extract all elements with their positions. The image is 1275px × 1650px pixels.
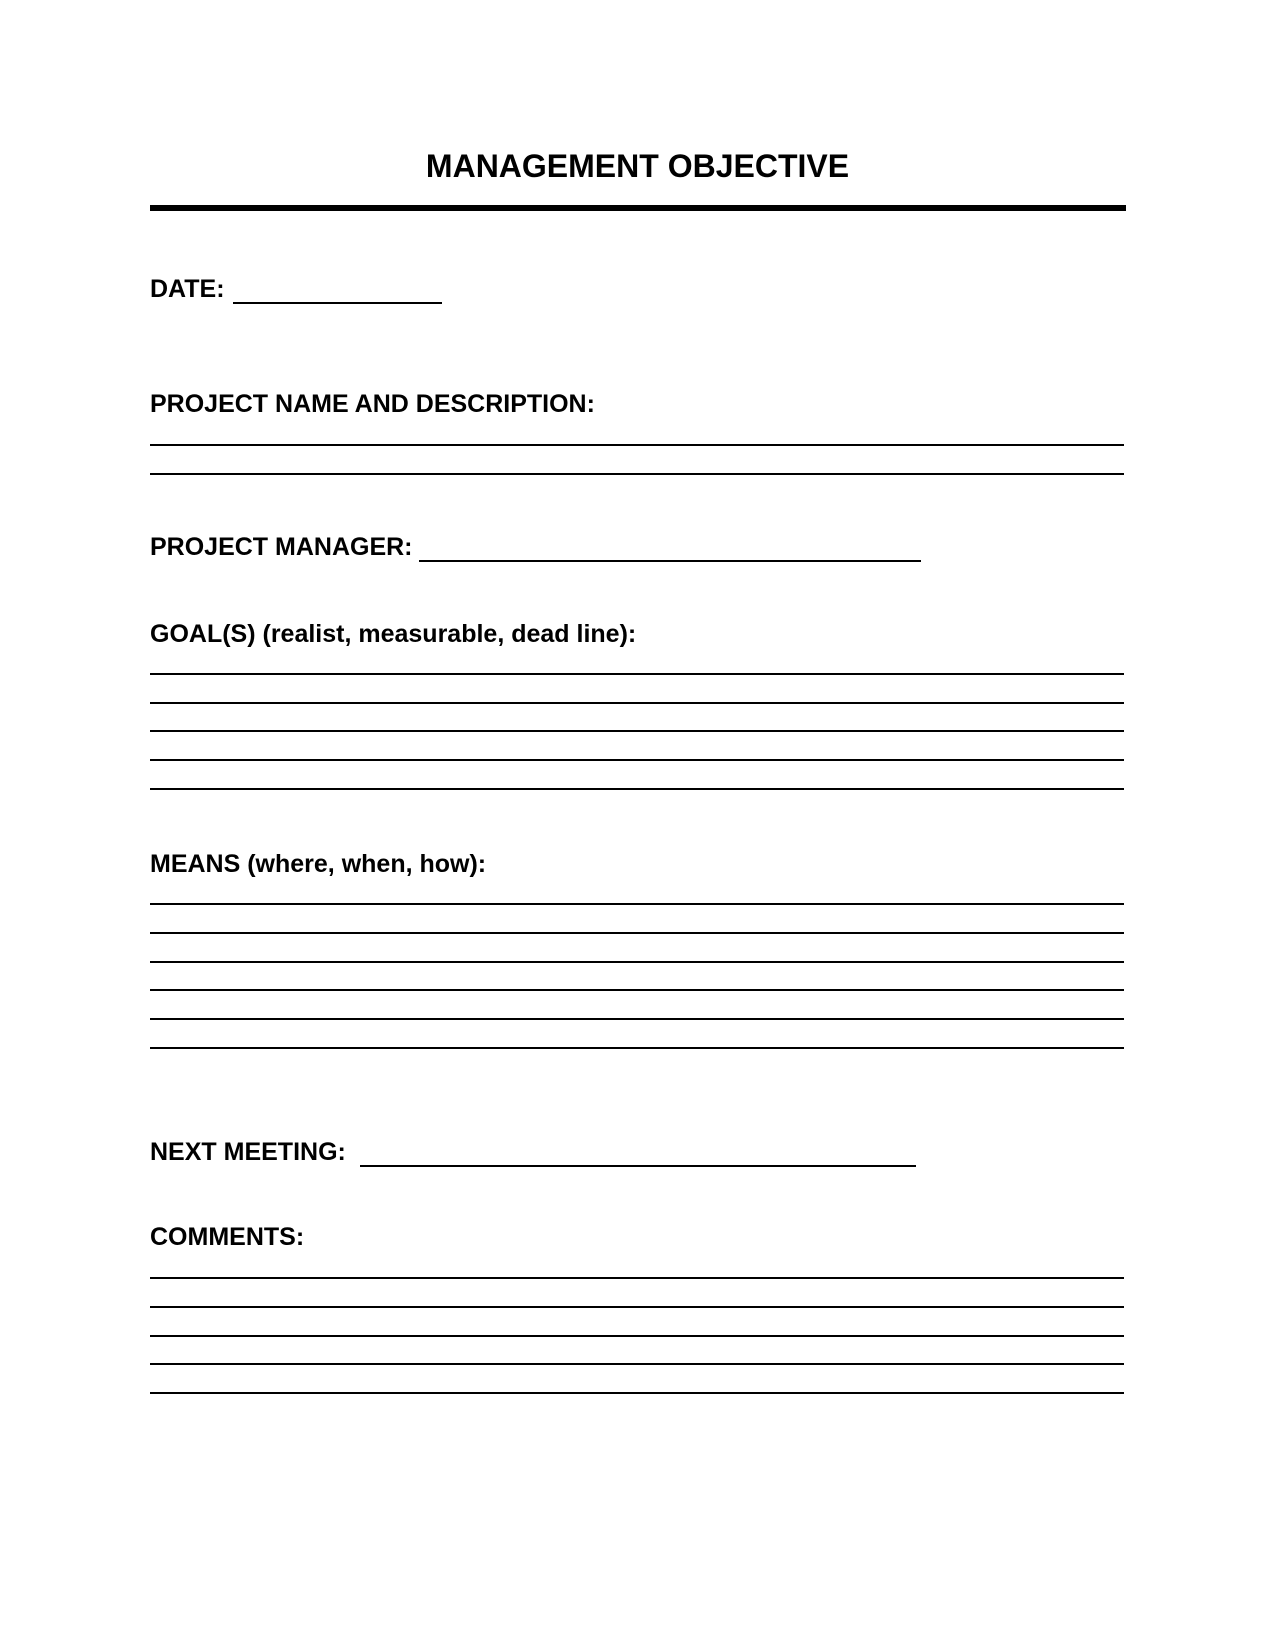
next-meeting-label: NEXT MEETING: (150, 1138, 346, 1166)
project-name-label: PROJECT NAME AND DESCRIPTION: (150, 390, 595, 418)
comments-line-3[interactable] (150, 1335, 1124, 1337)
project-manager-field-line[interactable] (419, 560, 921, 562)
comments-line-5[interactable] (150, 1392, 1124, 1394)
project-description-line-1[interactable] (150, 444, 1124, 446)
project-description-line-2[interactable] (150, 473, 1124, 475)
means-label: MEANS (where, when, how): (150, 850, 487, 878)
goals-label: GOAL(S) (realist, measurable, dead line): (150, 620, 637, 648)
goals-line-2[interactable] (150, 702, 1124, 704)
title-divider (150, 205, 1126, 211)
means-line-2[interactable] (150, 932, 1124, 934)
page-title: MANAGEMENT OBJECTIVE (425, 148, 850, 184)
means-line-5[interactable] (150, 1018, 1124, 1020)
means-line-6[interactable] (150, 1047, 1124, 1049)
goals-line-3[interactable] (150, 730, 1124, 732)
goals-line-5[interactable] (150, 788, 1124, 790)
date-field-line[interactable] (233, 302, 442, 304)
means-line-3[interactable] (150, 961, 1124, 963)
comments-line-4[interactable] (150, 1363, 1124, 1365)
means-line-1[interactable] (150, 903, 1124, 905)
comments-label: COMMENTS: (150, 1223, 305, 1251)
comments-line-2[interactable] (150, 1306, 1124, 1308)
date-label: DATE: (150, 275, 225, 303)
means-line-4[interactable] (150, 989, 1124, 991)
goals-line-4[interactable] (150, 759, 1124, 761)
next-meeting-field-line[interactable] (360, 1165, 916, 1167)
project-manager-label: PROJECT MANAGER: (150, 533, 413, 561)
comments-line-1[interactable] (150, 1277, 1124, 1279)
goals-line-1[interactable] (150, 673, 1124, 675)
